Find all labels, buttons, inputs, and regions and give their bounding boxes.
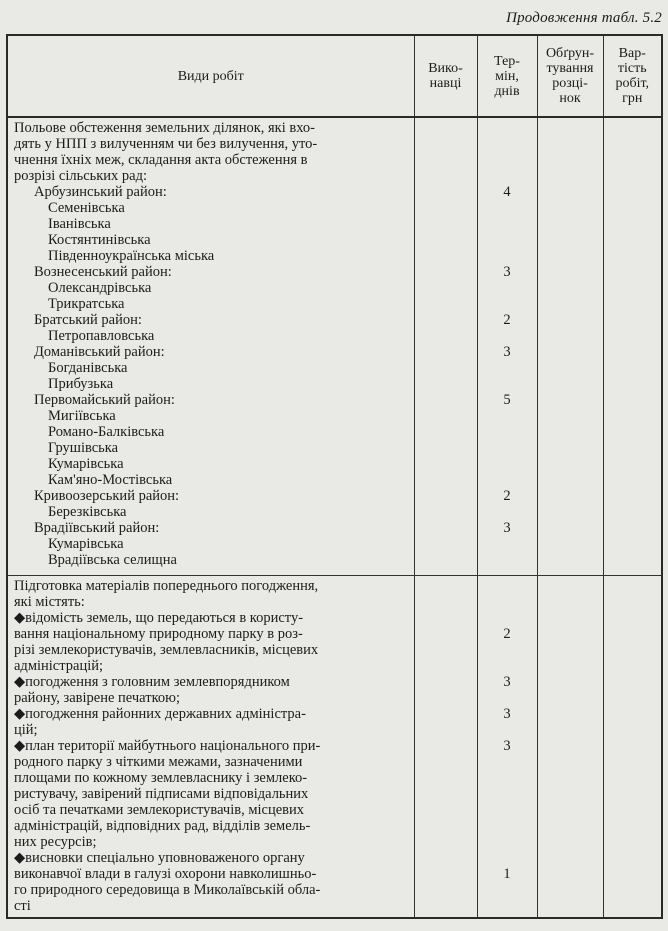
council-name — [14, 472, 410, 488]
term-value — [478, 440, 537, 456]
council-name — [14, 280, 410, 296]
council-name — [14, 536, 410, 552]
bullet-diamond-icon: ◆ — [14, 705, 26, 722]
term-value — [478, 882, 537, 898]
header-work-cost: Вар- тість робіт, грн — [603, 35, 662, 117]
council-name — [14, 248, 410, 264]
council-name — [14, 424, 410, 440]
table-caption: Продовження табл. 5.2 — [506, 10, 662, 26]
term-value — [478, 280, 537, 296]
line-text: чнення їхніх меж, складання акта обстеження в — [14, 152, 308, 168]
line-text: відомість земель, що передаються в користу- — [25, 609, 304, 626]
line-text: Доманівський район: — [34, 344, 165, 360]
line-text: Арбузинський район: — [34, 184, 167, 200]
description-line — [14, 626, 410, 642]
term-value — [478, 610, 537, 626]
line-text: Романо-Балківська — [48, 424, 165, 440]
term-value — [478, 200, 537, 216]
header-executors: Вико- навці — [414, 35, 477, 117]
term-value — [478, 456, 537, 472]
cost-cell — [603, 117, 662, 575]
bullet-diamond-icon: ◆ — [14, 849, 26, 866]
line-text: адміністрацій, відповідних рад, відділів земель- — [14, 817, 311, 834]
term-value: 3 — [503, 520, 511, 536]
description-line — [14, 690, 410, 706]
header-work-types: Види робіт — [7, 35, 414, 117]
term-value — [478, 722, 537, 738]
term-value — [478, 360, 537, 376]
term-value — [478, 642, 537, 658]
description-line — [14, 738, 410, 754]
district-heading — [14, 344, 410, 360]
line-text: Підготовка матеріалів попереднього погодження, — [14, 577, 319, 594]
line-text: розрізі сільських рад: — [14, 168, 148, 184]
line-text: Врадіївська селищна — [48, 552, 177, 568]
term-value — [478, 754, 537, 770]
term-value — [478, 408, 537, 424]
term-value — [478, 152, 537, 168]
council-name — [14, 232, 410, 248]
description-line — [14, 866, 410, 882]
description-line — [14, 152, 410, 168]
line-text: Березківська — [48, 504, 127, 520]
term-days-cell — [478, 118, 537, 568]
line-text: Трикратська — [48, 296, 125, 312]
description-line — [14, 168, 410, 184]
line-text: осіб та печатками землекористувачів, місцевих — [14, 801, 305, 818]
line-text: району, завірене печаткою; — [14, 689, 180, 706]
works-table — [6, 34, 663, 919]
line-text: Кривоозерський район: — [34, 488, 180, 504]
term-value — [478, 216, 537, 232]
line-text: них ресурсів; — [14, 833, 97, 850]
council-name — [14, 440, 410, 456]
term-value — [478, 594, 537, 610]
council-name — [14, 200, 410, 216]
council-name — [14, 504, 410, 520]
term-value — [478, 690, 537, 706]
table-row — [7, 117, 662, 575]
line-text: Південноукраїнська міська — [48, 248, 215, 264]
term-value — [478, 578, 537, 594]
justification-cell — [537, 117, 603, 575]
line-text: цій; — [14, 721, 38, 738]
line-text: Мигіївська — [48, 408, 116, 424]
term-value — [478, 834, 537, 850]
term-value: 2 — [503, 488, 511, 504]
term-value — [478, 296, 537, 312]
term-value: 3 — [503, 264, 511, 280]
term-value: 2 — [503, 625, 511, 642]
header-term-days: Тер- мін, днів — [477, 35, 537, 117]
term-value — [478, 472, 537, 488]
line-text: родного парку з чіткими межами, зазначеними — [14, 753, 303, 770]
line-text: виконавчої влади в галузі охорони навколишньо- — [14, 865, 317, 882]
field-survey-description — [8, 118, 414, 568]
council-name — [14, 296, 410, 312]
line-text: Врадіївський район: — [34, 520, 160, 536]
term-value — [478, 504, 537, 520]
term-value: 3 — [503, 705, 511, 722]
term-value: 3 — [503, 737, 511, 754]
description-line — [14, 802, 410, 818]
justification-cell — [537, 575, 603, 918]
term-days-cell — [478, 576, 537, 914]
line-text: сті — [14, 897, 31, 914]
description-line — [14, 674, 410, 690]
bullet-diamond-icon: ◆ — [14, 673, 26, 690]
term-value — [478, 898, 537, 914]
line-text: Первомайський район: — [34, 392, 175, 408]
line-text: які містять: — [14, 593, 85, 610]
header-cost-justification: Обґрун- тування розці- нок — [537, 35, 603, 117]
line-text: погодження з головним землевпорядником — [25, 673, 290, 690]
district-heading — [14, 264, 410, 280]
description-line — [14, 770, 410, 786]
bullet-diamond-icon: ◆ — [14, 609, 26, 626]
council-name — [14, 360, 410, 376]
line-text: Семенівська — [48, 200, 125, 216]
line-text: різі землекористувачів, землевласників, місцевих — [14, 641, 319, 658]
council-name — [14, 328, 410, 344]
term-value: 3 — [503, 344, 511, 360]
line-text: площами по кожному землевласнику і землеко- — [14, 769, 308, 786]
term-value — [478, 168, 537, 184]
district-heading — [14, 520, 410, 536]
description-line — [14, 882, 410, 898]
cost-cell — [603, 575, 662, 918]
district-heading — [14, 488, 410, 504]
description-line — [14, 610, 410, 626]
description-line — [14, 120, 410, 136]
line-text: го природного середовища в Миколаївській обла- — [14, 881, 321, 898]
line-text: план території майбутнього національного при- — [25, 737, 321, 754]
line-text: Іванівська — [48, 216, 111, 232]
description-line — [14, 136, 410, 152]
term-value: 5 — [503, 392, 511, 408]
description-line — [14, 722, 410, 738]
line-text: Кумарівська — [48, 456, 124, 472]
line-text: ристувачу, завірений підписами відповідальних — [14, 785, 309, 802]
council-name — [14, 408, 410, 424]
materials-preparation-description — [8, 576, 414, 914]
description-line — [14, 818, 410, 834]
line-text: Костянтинівська — [48, 232, 151, 248]
description-line — [14, 786, 410, 802]
term-value — [478, 248, 537, 264]
line-text: Прибузька — [48, 376, 114, 392]
executors-cell — [414, 117, 477, 575]
description-line — [14, 850, 410, 866]
term-value — [478, 658, 537, 674]
district-heading — [14, 392, 410, 408]
council-name — [14, 552, 410, 568]
line-text: вання національному природному парку в роз- — [14, 625, 303, 642]
description-line — [14, 898, 410, 914]
table-header-row — [7, 35, 662, 117]
description-line — [14, 754, 410, 770]
term-value: 2 — [503, 312, 511, 328]
line-text: Польове обстеження земельних ділянок, які вхо- — [14, 120, 315, 136]
description-line — [14, 594, 410, 610]
term-value — [478, 786, 537, 802]
line-text: погодження районних державних адміністра- — [25, 705, 306, 722]
council-name — [14, 376, 410, 392]
line-text: Олександрівська — [48, 280, 152, 296]
line-text: Кумарівська — [48, 536, 124, 552]
term-value — [478, 328, 537, 344]
line-text: Петропавловська — [48, 328, 155, 344]
description-line — [14, 578, 410, 594]
line-text: адміністрацій; — [14, 657, 104, 674]
line-text: Братський район: — [34, 312, 142, 328]
term-value — [478, 850, 537, 866]
line-text: дять у НПП з вилученням чи без вилучення, уто- — [14, 136, 318, 152]
description-line — [14, 706, 410, 722]
term-value — [478, 818, 537, 834]
description-line — [14, 642, 410, 658]
district-heading — [14, 312, 410, 328]
line-text: Вознесенський район: — [34, 264, 172, 280]
term-value — [478, 536, 537, 552]
description-line — [14, 834, 410, 850]
line-text: Грушівська — [48, 440, 119, 456]
term-value — [478, 376, 537, 392]
term-value: 4 — [503, 184, 511, 200]
term-value — [478, 232, 537, 248]
term-value — [478, 770, 537, 786]
executors-cell — [414, 575, 477, 918]
term-value — [478, 120, 537, 136]
bullet-diamond-icon: ◆ — [14, 737, 26, 754]
council-name — [14, 456, 410, 472]
term-value — [478, 552, 537, 568]
line-text: висновки спеціально уповноваженого органу — [25, 849, 305, 866]
table-row — [7, 575, 662, 918]
line-text: Кам'яно-Мостівська — [48, 472, 173, 488]
description-line — [14, 658, 410, 674]
term-value — [478, 802, 537, 818]
term-value — [478, 424, 537, 440]
term-value — [478, 136, 537, 152]
line-text: Богданівська — [48, 360, 128, 376]
term-value: 1 — [503, 865, 511, 882]
term-value: 3 — [503, 673, 511, 690]
district-heading — [14, 184, 410, 200]
council-name — [14, 216, 410, 232]
